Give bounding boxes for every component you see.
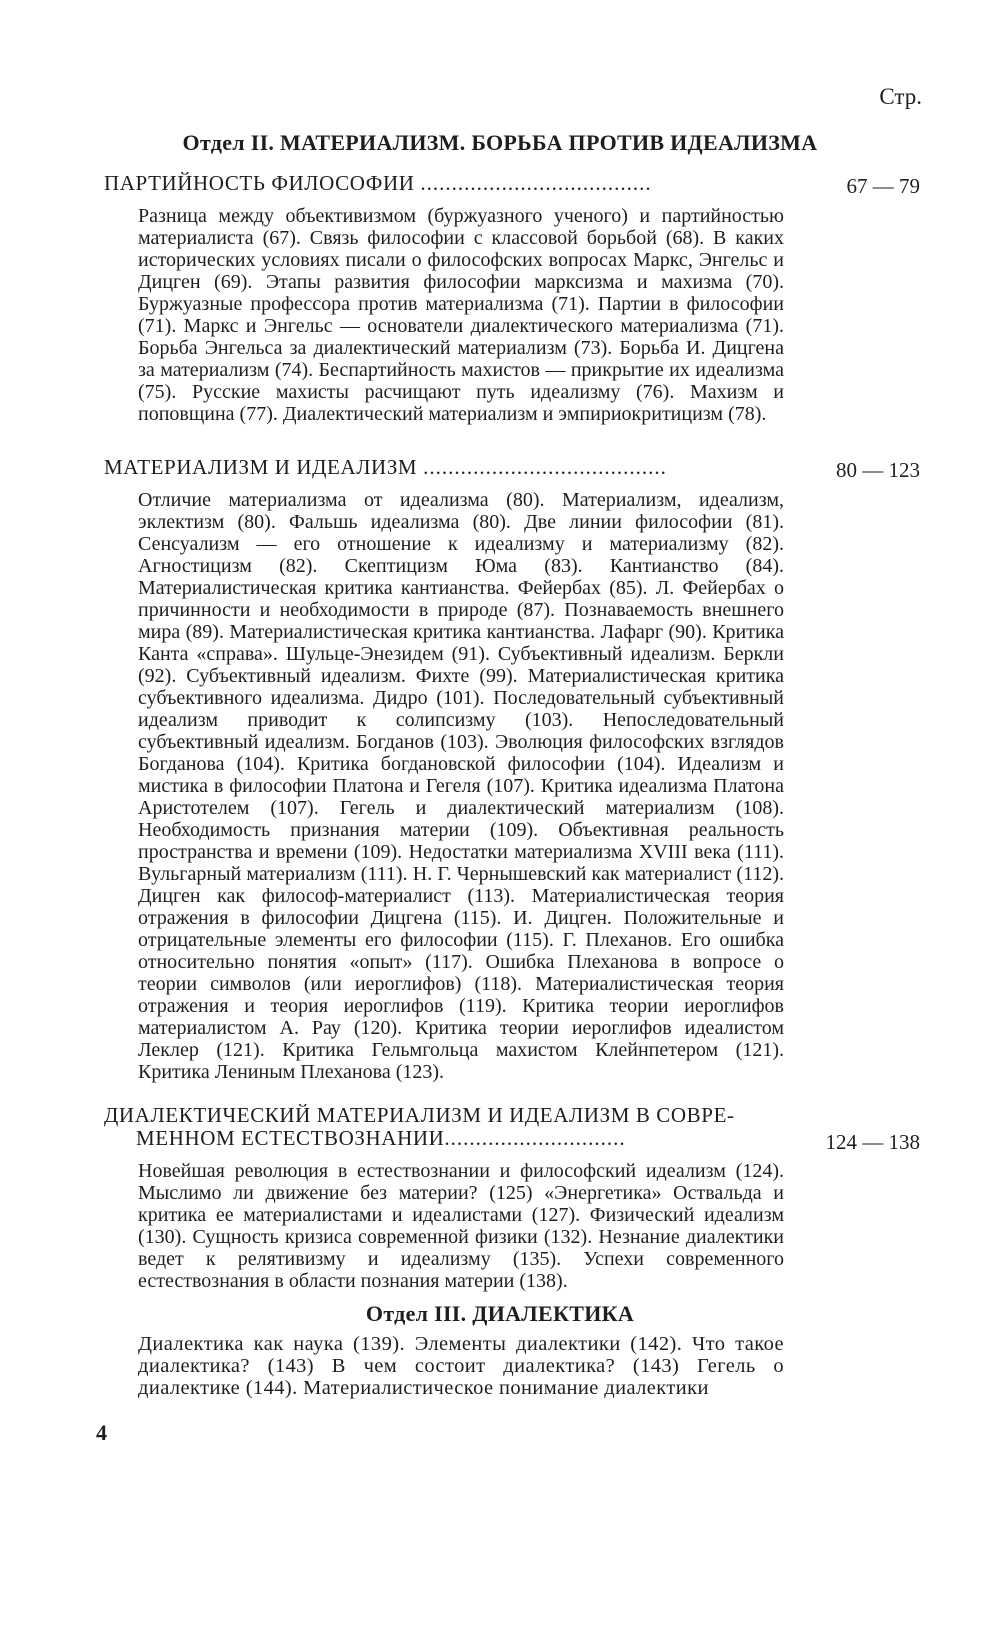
toc-entry-summary: Новейшая революция в естествознании и философский идеализм (124). Мыслимо ли движение без материи? (125) «Энергетика» Оствальда и критика ее материалистами и идеалистами (127). Физический идеализм (130). Сущность кризиса современной физики (132). Незнание диалектики ведет к релятивизму и идеализму (135). Успехи современного естествознания в области познания материи (138). <box>138 1160 784 1292</box>
toc-entry-title: ПАРТИЙНОСТЬ ФИЛОСОФИИ ..................................... <box>104 172 652 195</box>
toc-entry-pages: 80 — 123 <box>836 458 920 482</box>
toc-entry-summary: Разница между объективизмом (буржуазного ученого) и партийностью материалиста (67). Связь философии с классовой борьбой (68). В каких исторических условиях писали о философских вопросах Маркс, Энгельс и Дицген (69). Этапы развития философии марксизма и махизма (70). Буржуазные профессора против материализма (71). Партии в философии (71). Маркс и Энгельс — основатели диалектического материализма (71). Борьба Энгельса за диалектический материализм (73). Борьба И. Дицгена за материализм (74). Беспартийность махистов — прикрытие их идеализма (75). Русские махисты расчищают путь идеализму (76). Махизм и поповщина (77). Диалектический материализм и эмпириокритицизм (78). <box>138 205 784 425</box>
toc-entry-pages: 67 — 79 <box>846 174 920 198</box>
section-summary: Диалектика как наука (139). Элементы диалектики (142). Что такое диалектика? (143) В чем состоит диалектика? (143) Гегель о диалектике (144). Материалистическое понимание диалектики <box>138 1333 784 1399</box>
toc-entry-title: ДИАЛЕКТИЧЕСКИЙ МАТЕРИАЛИЗМ И ИДЕАЛИЗМ В СОВРЕ- <box>104 1104 735 1127</box>
page-number: 4 <box>96 1420 107 1445</box>
toc-entry-summary: Отличие материализма от идеализма (80). Материализм, идеализм, эклектизм (80). Фальшь идеализма (80). Две линии философии (81). Сенсуализм — его отношение к идеализму и материализму (82). Агностицизм (82). Скептицизм Юма (83). Кантианство (84). Материалистическая критика кантианства. Фейербах (85). Л. Фейербах о причинности и необходимости в природе (87). Познаваемость внешнего мира (89). Материалистическая критика кантианства. Лафарг (90). Критика Канта «справа». Шульце-Энезидем (91). Субъективный идеализм. Беркли (92). Субъективный идеализм. Фихте (99). Материалистическая критика субъективного идеализма. Дидро (101). Последовательный субъективный идеализм приводит к солипсизму (103). Непоследовательный субъективный идеализм. Богданов (103). Эволюция философских взглядов Богданова (104). Критика богдановской философии (104). Идеализм и мистика в философии Платона и Гегеля (107). Критика идеализма Платона Аристотелем (107). Гегель и диалектический материализм (108). Необходимость признания материи (109). Объективная реальность пространства и времени (109). Недостатки материализма XVIII века (111). Вульгарный материализм (111). Н. Г. Чернышевский как материалист (112). Дицген как философ-материалист (113). Материалистическая теория отражения в философии Дицгена (115). И. Дицген. Положительные и отрицательные элементы его философии (115). Г. Плеханов. Его ошибка относительно понятия «опыт» (117). Ошибка Плеханова в вопросе о теории символов (или иероглифов) (118). Материалистическая теория отражения и теория иероглифов (119). Критика теории иероглифов материалистом А. Рау (120). Критика теории иероглифов идеалистом Леклер (121). Критика Гельмгольца махистом Клейнпетером (121). Критика Лениным Плеханова (123). <box>138 489 784 1083</box>
toc-entry-title: МАТЕРИАЛИЗМ И ИДЕАЛИЗМ ....................................... <box>104 456 667 479</box>
section-heading: Отдел II. МАТЕРИАЛИЗМ. БОРЬБА ПРОТИВ ИДЕАЛИЗМА <box>182 130 818 155</box>
section-heading: Отдел III. ДИАЛЕКТИКА <box>365 1301 635 1326</box>
toc-entry-title-cont: МЕННОМ ЕСТЕСТВОЗНАНИИ............................. <box>136 1127 626 1150</box>
page-column-label: Стр. <box>879 84 922 109</box>
toc-entry-pages: 124 — 138 <box>825 1130 920 1154</box>
